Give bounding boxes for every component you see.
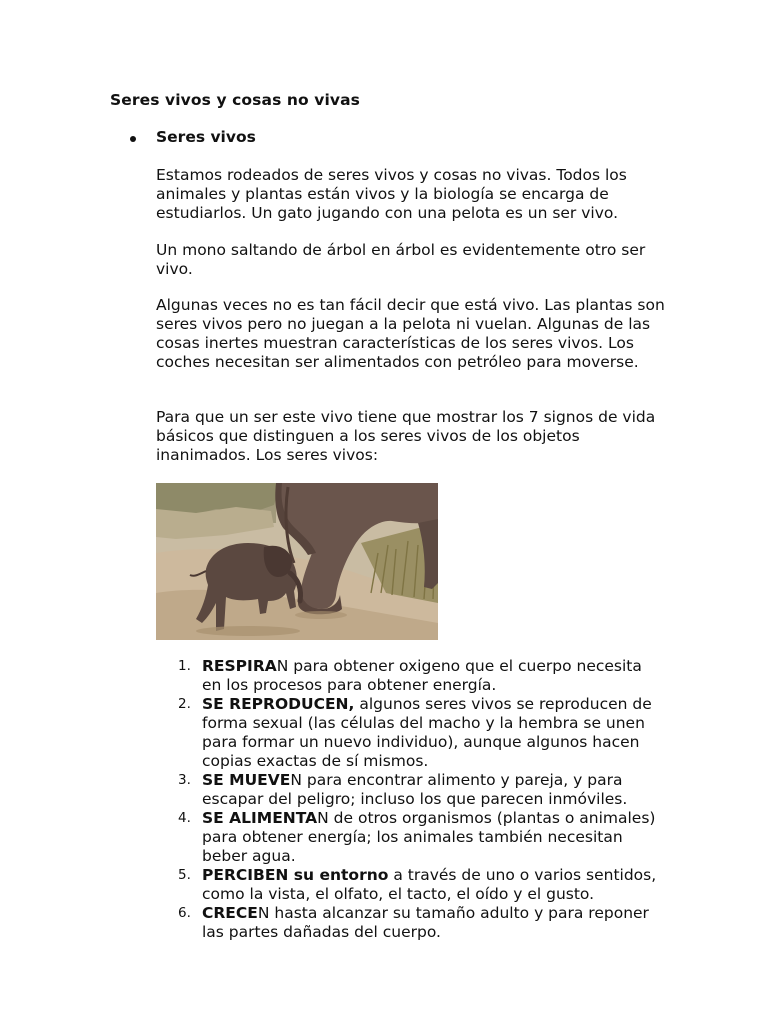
list-number: 1.	[178, 658, 191, 674]
list-number: 4.	[178, 810, 191, 826]
list-item-text: a través de uno o varios sentidos, como la vista, el olfato, el tacto, el oído y el gusto.	[202, 866, 657, 903]
bullet-dot-icon	[130, 136, 136, 142]
list-item	[156, 866, 666, 904]
list-number: 5.	[178, 867, 191, 883]
list-item-keyword: PERCIBEN	[202, 866, 289, 884]
list-item	[156, 695, 666, 771]
list-number: 2.	[178, 696, 191, 712]
list-item-text: N para obtener oxigeno que el cuerpo necesita en los procesos para obtener energía.	[202, 657, 642, 694]
list-number: 3.	[178, 772, 191, 788]
paragraph-intro: Estamos rodeados de seres vivos y cosas no vivas. Todos los animales y plantas están vivos y la biología se encarga de estudiarlos. Un gato jugando con una pelota es un ser vivo.	[156, 166, 627, 222]
list-item	[156, 904, 666, 942]
list-item-text: N de otros organismos (plantas o animales) para obtener energía; los animales también necesitan beber agua.	[202, 809, 656, 865]
list-item-keyword: SE MUEVE	[202, 771, 291, 789]
paragraph-plants: Algunas veces no es tan fácil decir que está vivo. Las plantas son seres vivos pero no juegan a la pelota ni vuelan. Algunas de las cosas inertes muestran características de los seres vivos. Los coches necesitan ser alimentados con petróleo para moverse.	[156, 296, 665, 371]
list-item-keyword: SE REPRODUCEN,	[202, 695, 355, 713]
life-signs-list	[156, 657, 666, 942]
list-item-text: N para encontrar alimento y pareja, y para escapar del peligro; incluso los que parecen inmóviles.	[202, 771, 628, 808]
paragraph-signs-intro: Para que un ser este vivo tiene que mostrar los 7 signos de vida básicos que distinguen a los seres vivos de los objetos inanimados. Los seres vivos:	[156, 408, 656, 464]
list-item-text: algunos seres vivos se reproducen de forma sexual (las células del macho y la hembra se unen para formar un nuevo individuo), aunque algunos hacen copias exactas de sí mismos.	[202, 695, 652, 770]
list-item-keyword: CRECE	[202, 904, 258, 922]
list-item	[156, 809, 666, 866]
elephant-photo	[156, 483, 438, 640]
list-item	[156, 657, 666, 695]
list-item-keyword: SE ALIMENTA	[202, 809, 318, 827]
document-title: Seres vivos y cosas no vivas	[110, 91, 360, 109]
section-heading: Seres vivos	[156, 128, 256, 146]
paragraph-monkey: Un mono saltando de árbol en árbol es evidentemente otro ser vivo.	[156, 241, 646, 278]
list-number: 6.	[178, 905, 191, 921]
list-item-keyword: RESPIRA	[202, 657, 277, 675]
list-item	[156, 771, 666, 809]
list-item-keyword-extra: su entorno	[288, 866, 389, 884]
list-item-text: N hasta alcanzar su tamaño adulto y para reponer las partes dañadas del cuerpo.	[202, 904, 649, 941]
